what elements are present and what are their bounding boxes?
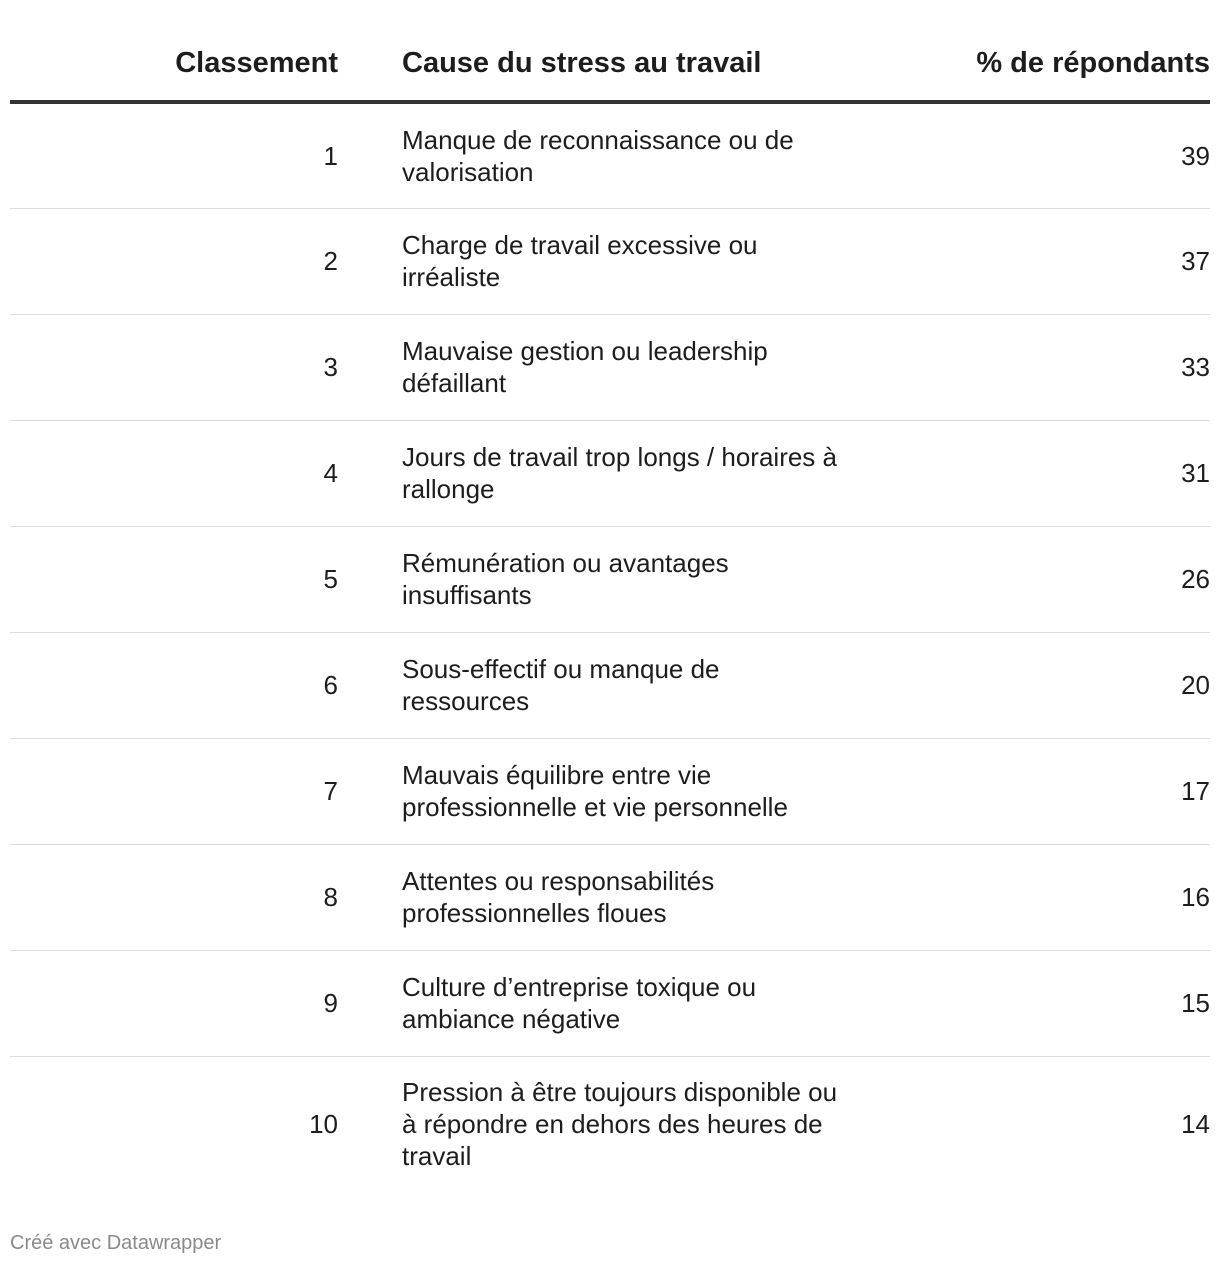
table-header-row bbox=[10, 30, 1210, 102]
cell-cause: Charge de travail excessive ou irréaliste bbox=[402, 208, 842, 314]
cell-cause: Manque de reconnaissance ou de valorisation bbox=[402, 102, 842, 208]
cell-percent: 37 bbox=[842, 208, 1210, 314]
cell-cause: Attentes ou responsabilités professionnelles floues bbox=[402, 844, 842, 950]
header-spacer bbox=[338, 30, 402, 102]
header-rank[interactable]: Classement bbox=[10, 30, 338, 102]
cell-rank: 10 bbox=[309, 1109, 338, 1140]
cell-spacer bbox=[338, 102, 402, 208]
cell-percent: 39 bbox=[842, 102, 1210, 208]
datawrapper-credit[interactable]: Créé avec Datawrapper bbox=[10, 1232, 222, 1254]
cell-spacer bbox=[338, 632, 402, 738]
cell-percent: 17 bbox=[842, 738, 1210, 844]
cell-rank: 5 bbox=[10, 526, 338, 632]
cell-percent: 14 bbox=[1181, 1109, 1210, 1140]
cell-spacer bbox=[338, 526, 402, 632]
table-row bbox=[10, 1056, 1210, 1192]
cell-rank: 1 bbox=[10, 102, 338, 208]
cell-cause: Mauvais équilibre entre vie professionnelle et vie personnelle bbox=[402, 738, 842, 844]
data-table-container bbox=[10, 30, 1210, 1192]
cell-cause: Culture d’entreprise toxique ou ambiance négative bbox=[402, 950, 842, 1056]
cell-spacer bbox=[338, 208, 402, 314]
table-row bbox=[10, 208, 1210, 314]
cell-percent: 33 bbox=[842, 314, 1210, 420]
table-row bbox=[10, 632, 1210, 738]
header-cause[interactable]: Cause du stress au travail bbox=[402, 30, 842, 102]
cell-rank: 3 bbox=[10, 314, 338, 420]
stress-causes-table bbox=[10, 30, 1210, 1192]
cell-percent: 16 bbox=[842, 844, 1210, 950]
cell-rank: 4 bbox=[10, 420, 338, 526]
cell-rank: 6 bbox=[10, 632, 338, 738]
cell-cause: Jours de travail trop longs / horaires à rallonge bbox=[402, 420, 842, 526]
cell-spacer bbox=[338, 738, 402, 844]
cell-cause: Pression à être toujours disponible ou à répondre en dehors des heures de travail bbox=[402, 1077, 838, 1172]
cell-percent: 15 bbox=[842, 950, 1210, 1056]
cell-cause: Rémunération ou avantages insuffisants bbox=[402, 526, 842, 632]
cell-cause: Mauvaise gestion ou leadership défaillant bbox=[402, 314, 842, 420]
cell-spacer bbox=[338, 1056, 402, 1192]
cell-spacer bbox=[338, 950, 402, 1056]
cell-rank: 7 bbox=[10, 738, 338, 844]
cell-rank: 8 bbox=[10, 844, 338, 950]
table-body bbox=[10, 102, 1210, 1192]
cell-cause: Sous-effectif ou manque de ressources bbox=[402, 632, 842, 738]
cell-spacer bbox=[338, 844, 402, 950]
table-row bbox=[10, 738, 1210, 844]
cell-rank: 2 bbox=[10, 208, 338, 314]
table-row bbox=[10, 844, 1210, 950]
table-row bbox=[10, 526, 1210, 632]
cell-rank: 9 bbox=[10, 950, 338, 1056]
table-row bbox=[10, 102, 1210, 208]
table-row bbox=[10, 950, 1210, 1056]
cell-percent: 20 bbox=[842, 632, 1210, 738]
cell-percent: 26 bbox=[842, 526, 1210, 632]
cell-percent: 31 bbox=[842, 420, 1210, 526]
table-row bbox=[10, 314, 1210, 420]
cell-spacer bbox=[338, 314, 402, 420]
table-row bbox=[10, 420, 1210, 526]
header-percent[interactable]: % de répondants bbox=[842, 30, 1210, 102]
cell-spacer bbox=[338, 420, 402, 526]
